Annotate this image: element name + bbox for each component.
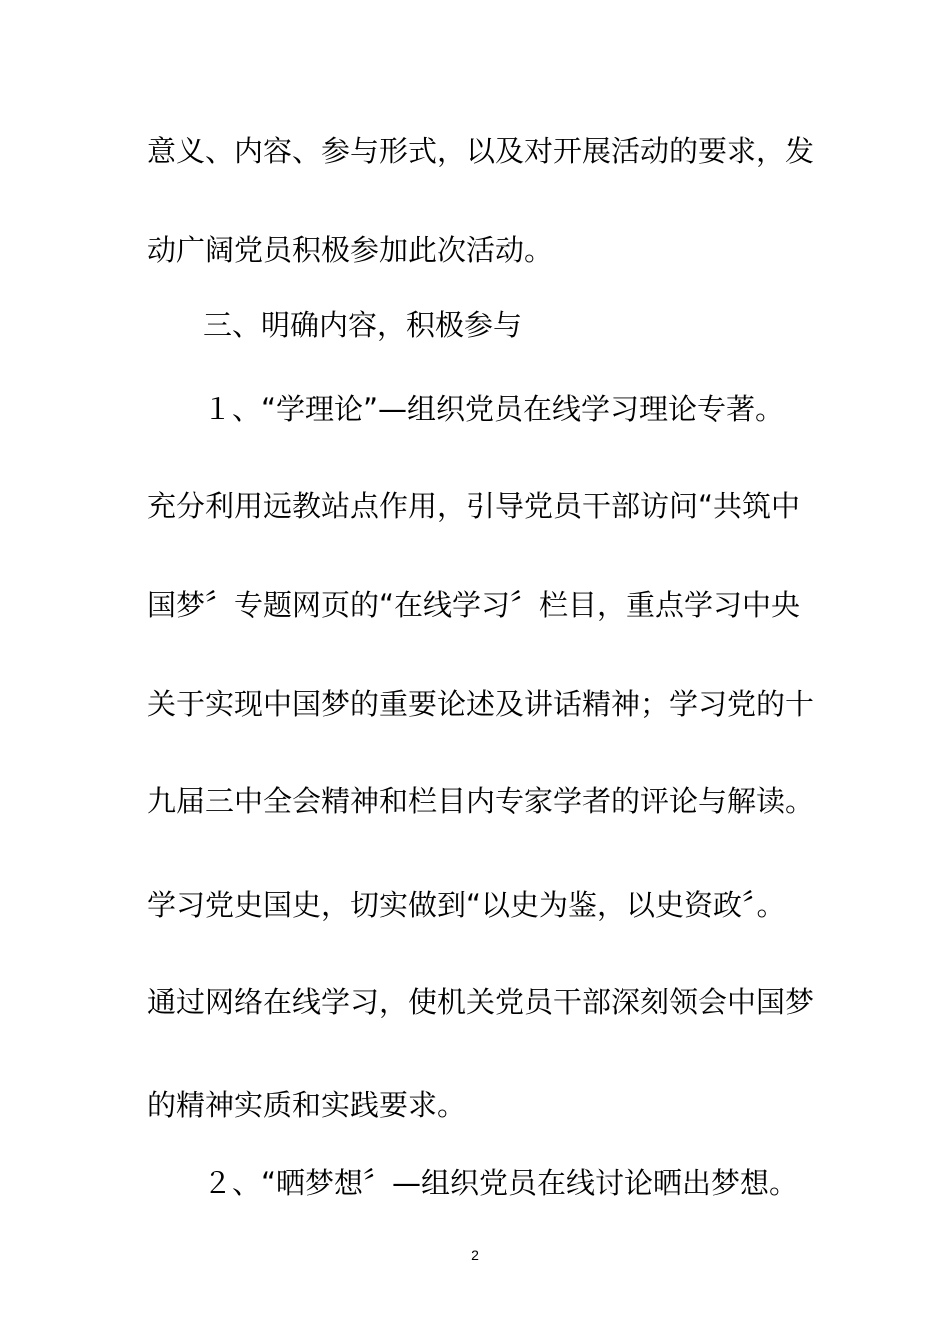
text-line-5: 充分利用远教站点作用，引导党员干部访问“共筑中 [147,489,801,523]
text-line-9: 学习党史国史，切实做到“以史为鉴，以史资政〞。 [147,888,786,922]
text-line-10: 通过网络在线学习，使机关党员干部深刻领会中国梦 [147,985,815,1019]
text-line-2: 动广阔党员积极参加此次活动。 [147,233,554,267]
text-line-6: 国梦〞专题网页的“在线学习〞栏目，重点学习中央 [147,588,801,622]
item-heading-2: ２、“晒梦想〞—组织党员在线讨论晒出梦想。 [203,1166,799,1200]
section-heading-3: 三、明确内容，积极参与 [203,308,523,342]
text-line-1: 意义、内容、参与形式，以及对开展活动的要求，发 [147,134,815,168]
text-line-11: 的精神实质和实践要求。 [147,1088,467,1122]
page-number: 2 [471,1247,479,1263]
item-heading-1: １、“学理论”—组织党员在线学习理论专著。 [203,392,785,426]
text-line-8: 九届三中全会精神和栏目内专家学者的评论与解读。 [147,784,815,818]
text-line-7: 关于实现中国梦的重要论述及讲话精神；学习党的十 [147,687,815,721]
